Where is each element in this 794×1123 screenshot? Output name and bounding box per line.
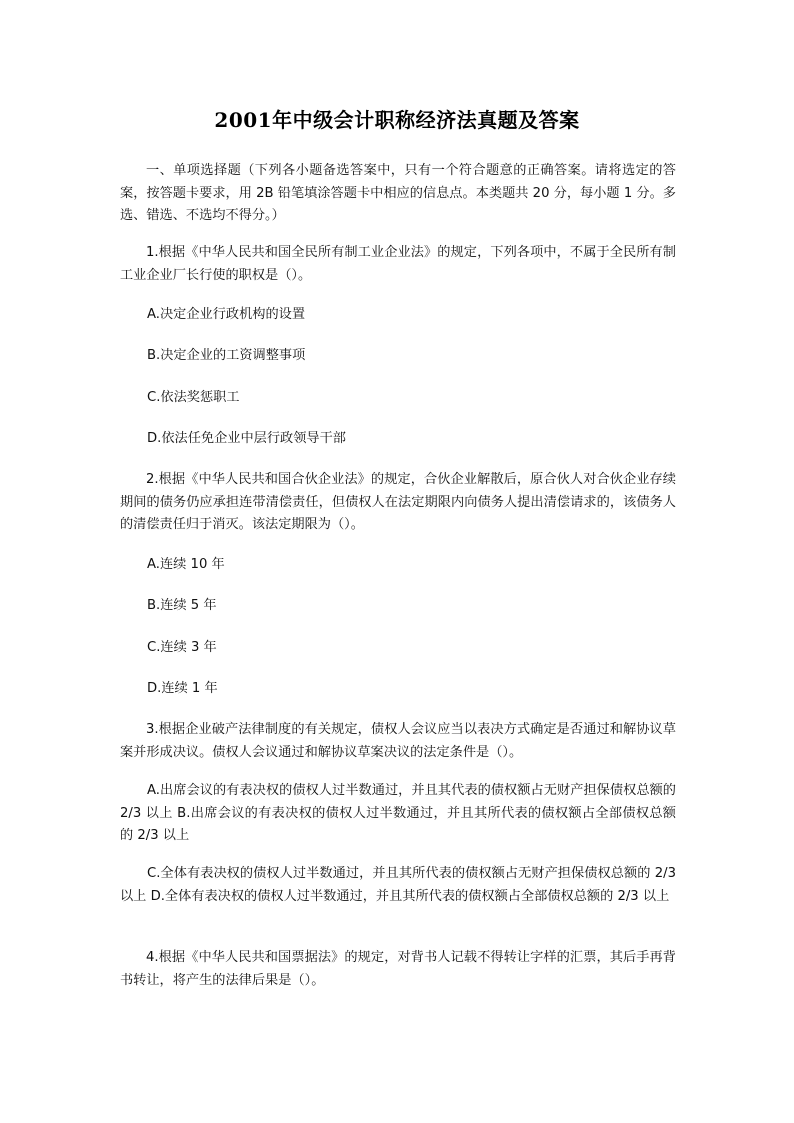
- question-1-option-b: B.决定企业的工资调整事项: [147, 348, 306, 363]
- question-3-options-a-b: A.出席会议的有表决权的债权人过半数通过，并且其代表的债权额占无财产担保债权总额的 2/3 以上 B.出席会议的有表决权的债权人过半数通过，并且其所代表的债权额占全部债权总额的 2/3 以上: [120, 783, 676, 843]
- question-4-stem: 4.根据《中华人民共和国票据法》的规定，对背书人记载不得转让字样的汇票，其后手再背书转让，将产生的法律后果是（）。: [120, 950, 676, 988]
- section-intro: 一、单项选择题（下列各小题备选答案中，只有一个符合题意的正确答案。请将选定的答案，按答题卡要求，用 2B 铅笔填涂答题卡中相应的信息点。本类题共 20 分，每小题 1 分。多选、错选、不选均不得分。）: [120, 163, 676, 223]
- question-1-option-c: C.依法奖惩职工: [147, 390, 240, 405]
- question-1-option-d: D.依法任免企业中层行政领导干部: [147, 431, 346, 446]
- question-2-stem: 2.根据《中华人民共和国合伙企业法》的规定，合伙企业解散后，原合伙人对合伙企业存续期间的债务仍应承担连带清偿责任，但债权人在法定期限内向债务人提出清偿请求的，该债务人的清偿责任归于消灭。该法定期限为（）。: [120, 472, 676, 532]
- document-title: 2001年中级会计职称经济法真题及答案: [214, 108, 580, 132]
- question-3-stem: 3.根据企业破产法律制度的有关规定，债权人会议应当以表决方式确定是否通过和解协议草案并形成决议。债权人会议通过和解协议草案决议的法定条件是（）。: [120, 722, 676, 760]
- question-2-option-c: C.连续 3 年: [147, 640, 217, 655]
- question-2-option-b: B.连续 5 年: [147, 598, 217, 613]
- question-1-stem: 1.根据《中华人民共和国全民所有制工业企业法》的规定，下列各项中，不属于全民所有制工业企业厂长行使的职权是（）。: [120, 245, 676, 283]
- question-1-option-a: A.决定企业行政机构的设置: [147, 307, 306, 322]
- question-3-options-c-d: C.全体有表决权的债权人过半数通过，并且其所代表的债权额占无财产担保债权总额的 2/3 以上 D.全体有表决权的债权人过半数通过，并且其所代表的债权额占全部债权总额的 2/3 以上: [120, 866, 676, 904]
- question-2-option-d: D.连续 1 年: [147, 681, 218, 696]
- question-2-option-a: A.连续 10 年: [147, 557, 225, 572]
